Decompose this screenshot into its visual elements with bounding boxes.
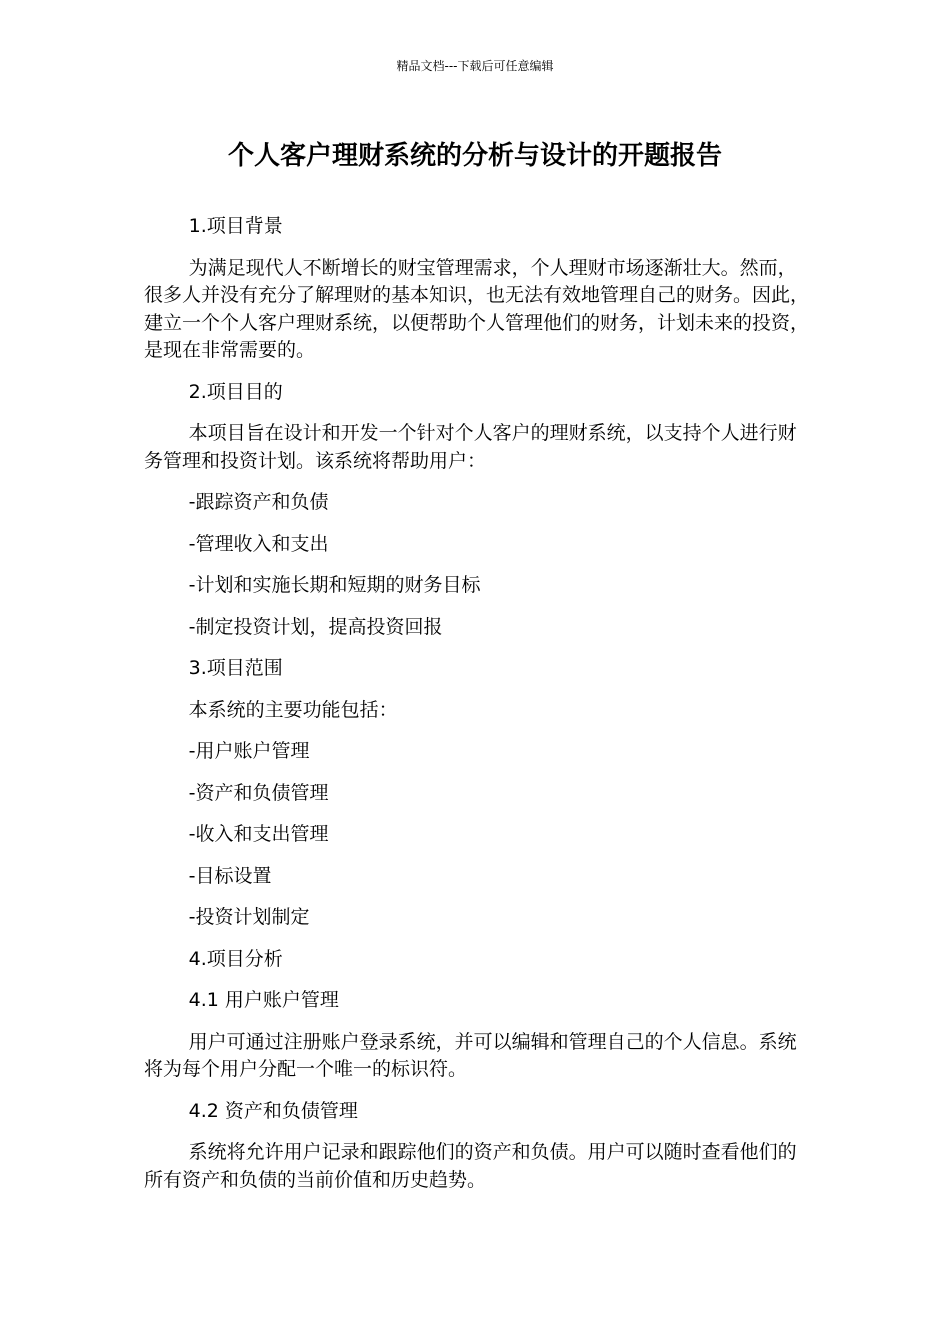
list-item: -跟踪资产和负债	[188, 491, 329, 513]
body-paragraph: 本系统的主要功能包括：	[188, 698, 398, 721]
section-heading: 2.项目目的	[188, 380, 283, 403]
subsection-heading: 4.1 用户账户管理	[188, 989, 339, 1011]
list-item: -资产和负债管理	[188, 781, 329, 804]
list-item: -制定投资计划，提高投资回报	[188, 615, 443, 638]
section-heading: 1.项目背景	[188, 215, 283, 237]
list-item: -计划和实施长期和短期的财务目标	[188, 574, 481, 596]
document-title: 个人客户理财系统的分析与设计的开题报告	[227, 141, 722, 171]
page-header: 精品文档---下载后可任意编辑	[396, 59, 554, 73]
subsection-heading: 4.2 资产和负债管理	[188, 1099, 358, 1122]
body-paragraph: 为满足现代人不断增长的财宝管理需求，个人理财市场逐渐壮大。然而，很多人并没有充分了解理财的基本知识，也无法有效地管理自己的财务。因此，建立一个个人客户理财系统，以便帮助个人管理他们的财务，计划未来的投资，是现在非常需要的。	[144, 256, 810, 361]
body-paragraph: 系统将允许用户记录和跟踪他们的资产和负债。用户可以随时查看他们的所有资产和负债的当前价值和历史趋势。	[144, 1141, 797, 1191]
list-item: -投资计划制定	[188, 906, 310, 928]
document-body	[144, 213, 809, 1208]
section-heading: 4.项目分析	[188, 947, 283, 970]
list-item: -管理收入和支出	[188, 532, 329, 555]
body-paragraph: 用户可通过注册账户登录系统，并可以编辑和管理自己的个人信息。系统将为每个用户分配一个唯一的标识符。	[144, 1030, 797, 1080]
list-item: -用户账户管理	[188, 740, 310, 762]
list-item: -收入和支出管理	[188, 823, 329, 845]
body-paragraph: 本项目旨在设计和开发一个针对个人客户的理财系统，以支持个人进行财务管理和投资计划。该系统将帮助用户：	[144, 422, 797, 472]
section-heading: 3.项目范围	[188, 657, 283, 679]
list-item: -目标设置	[188, 864, 272, 887]
